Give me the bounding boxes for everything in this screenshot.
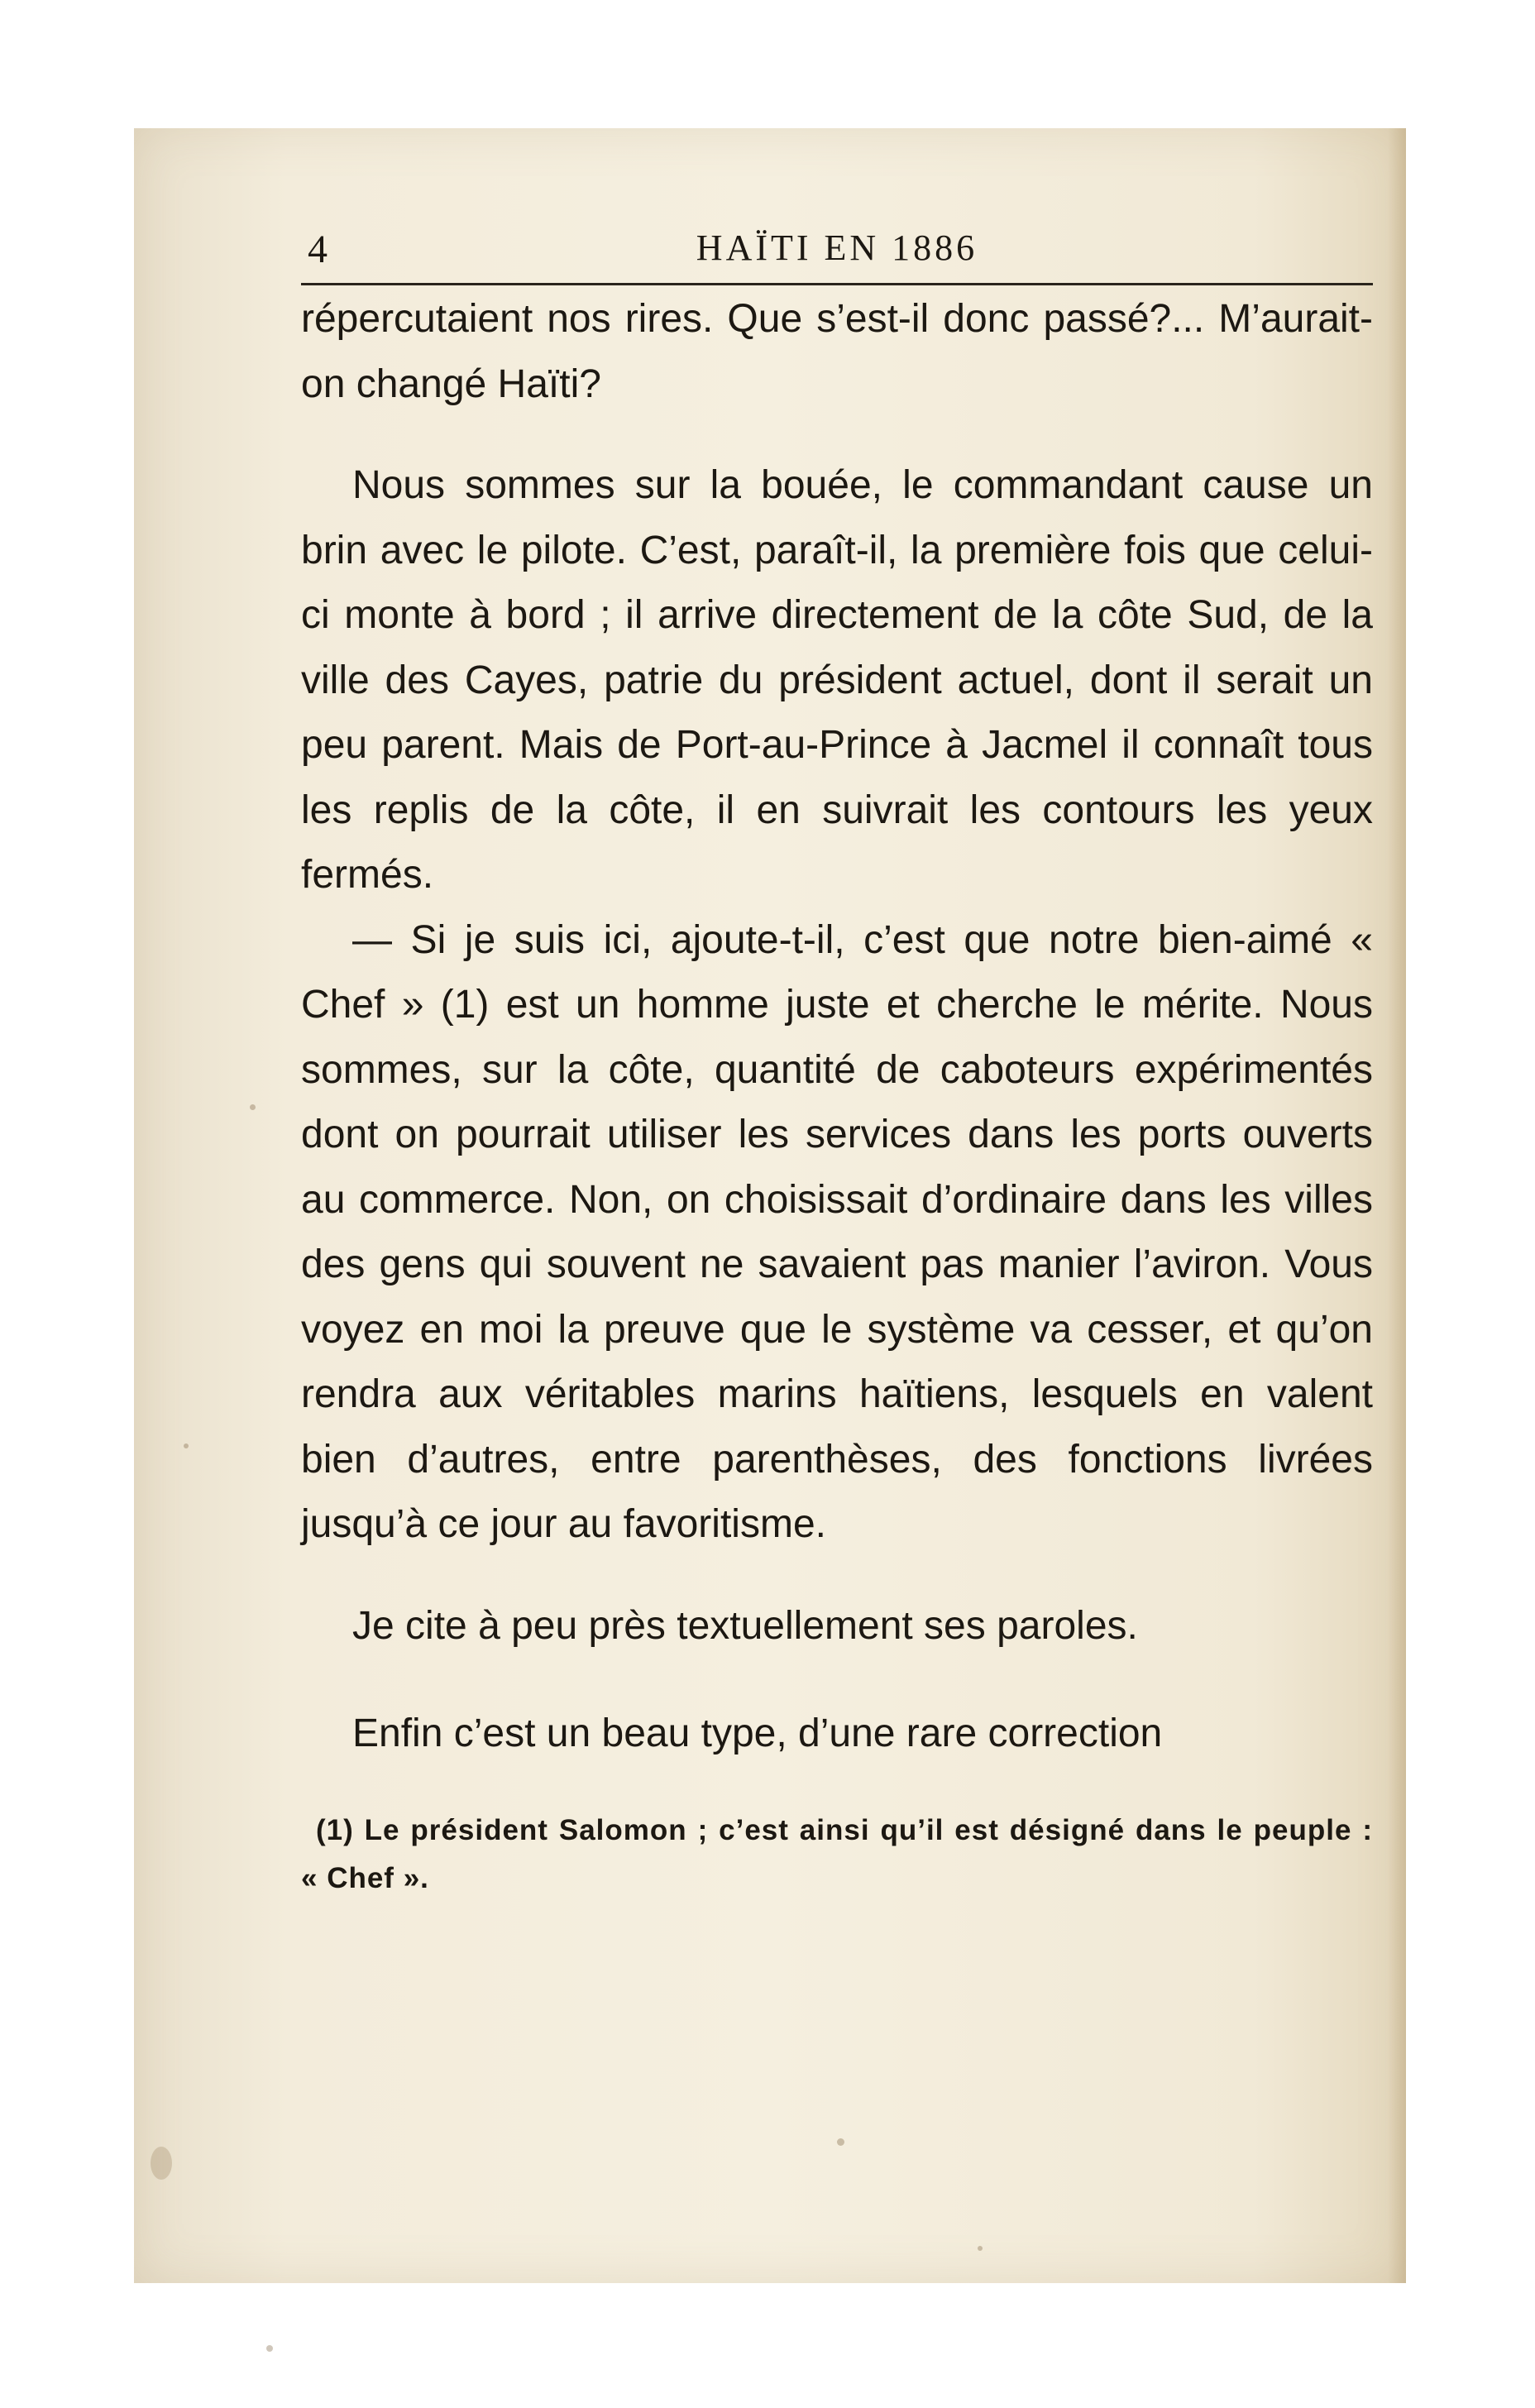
paper-speck xyxy=(250,1104,256,1110)
footnote: (1) Le président Salomon ; c’est ainsi qu’il est désigné dans le peuple : « Chef ». xyxy=(301,1813,1373,1894)
page-text-block xyxy=(301,217,1373,1932)
paragraph: Nous sommes sur la bouée, le commandant cause un brin avec le pilote. C’est, paraît-il, la première fois que celui-ci monte à bord ; il arrive directement de la côte Sud, de la ville des Cayes, patrie du président actuel, dont il serait un peu parent. Mais de Port-au-Prince à Jacmel il connaît tous les replis de la côte, il en suivrait les contours les yeux fermés. xyxy=(301,463,1373,897)
page-number: 4 xyxy=(308,227,328,271)
paragraph: répercutaient nos rires. Que s’est-il donc passé?... M’aurait-on changé Haïti? xyxy=(301,297,1373,406)
running-title: HAÏTI EN 1886 xyxy=(696,227,978,268)
paragraph: — Si je suis ici, ajoute-t-il, c’est que notre bien-aimé « Chef » (1) est un homme juste et cherche le mérite. Nous sommes, sur la côte, quantité de caboteurs expérimentés dont on pourrait utiliser les services dans les ports ouverts au commerce. Non, on choisissait d’ordinaire dans les villes des gens qui souvent ne savaient pas manier l’aviron. Vous voyez en moi la preuve que le système va cesser, et qu’on rendra aux véritables marins haïtiens, lesquels en valent bien d’autres, entre parenthèses, des fonctions livrées jusqu’à ce jour au favoritisme. xyxy=(301,917,1373,1546)
paper-speck xyxy=(266,2345,273,2352)
paper-speck xyxy=(978,2246,983,2251)
paper-speck xyxy=(184,1443,189,1448)
paragraph: Enfin c’est un beau type, d’une rare correction xyxy=(352,1711,1163,1755)
paper-speck xyxy=(151,2147,172,2180)
paragraph: Je cite à peu près textuellement ses paroles. xyxy=(352,1603,1138,1648)
body-text xyxy=(301,287,1373,1767)
paper-speck xyxy=(837,2138,844,2146)
running-head xyxy=(301,217,1373,285)
